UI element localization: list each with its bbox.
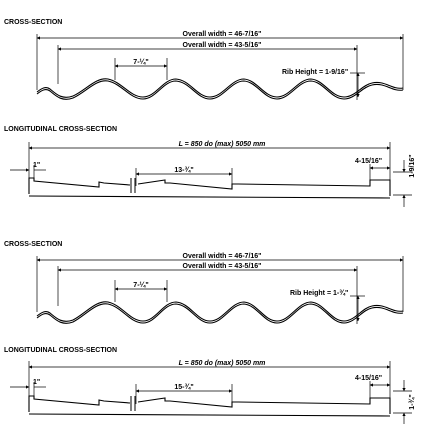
cross-section-2-title: CROSS-SECTION	[4, 241, 63, 248]
end-label: 4-15/16"	[355, 375, 383, 382]
pitch-label: 7-¼"	[133, 282, 149, 289]
overall-width-1-label: Overall width = 46-7/16"	[182, 31, 262, 38]
length-label: L = 850 do (max) 5050 mm	[178, 360, 266, 367]
overall-width-1-label: Overall width = 46-7/16"	[182, 253, 262, 260]
cross-section-2	[4, 241, 403, 324]
break-mark	[131, 178, 135, 193]
stepped-profile	[29, 396, 390, 414]
rib-height-label: Rib Height = 1-¾"	[290, 290, 349, 297]
stepped-profile	[29, 178, 390, 196]
height-label: 1-¾"	[409, 394, 416, 410]
start-label: 1"	[33, 162, 41, 169]
break-mark	[131, 396, 135, 411]
corrugated-profile	[37, 302, 403, 322]
start-label: 1"	[33, 379, 41, 386]
overall-width-2-label: Overall width = 43-5/16"	[182, 42, 262, 49]
step-label: 15-¾"	[174, 384, 194, 391]
end-label: 4-15/16"	[355, 158, 383, 165]
longitudinal-section-1	[4, 126, 416, 207]
profile-base-line	[29, 414, 390, 416]
corrugated-profile	[37, 79, 403, 98]
rib-height-label: Rib Height = 1-9/16"	[282, 69, 349, 76]
overall-width-2-label: Overall width = 43-5/16"	[182, 263, 262, 270]
longitudinal-section-2	[4, 347, 416, 424]
cross-section-1-title: CROSS-SECTION	[4, 19, 63, 26]
longitudinal-section-1-title: LONGITUDINAL CROSS-SECTION	[4, 126, 118, 133]
cross-section-1	[4, 19, 403, 100]
profile-base-line	[29, 196, 390, 198]
length-label: L = 850 do (max) 5050 mm	[178, 141, 266, 148]
pitch-label: 7-¼"	[133, 59, 149, 66]
step-label: 13-¾"	[174, 167, 194, 174]
longitudinal-section-2-title: LONGITUDINAL CROSS-SECTION	[4, 347, 118, 354]
height-label: 1-9/16"	[409, 154, 416, 178]
